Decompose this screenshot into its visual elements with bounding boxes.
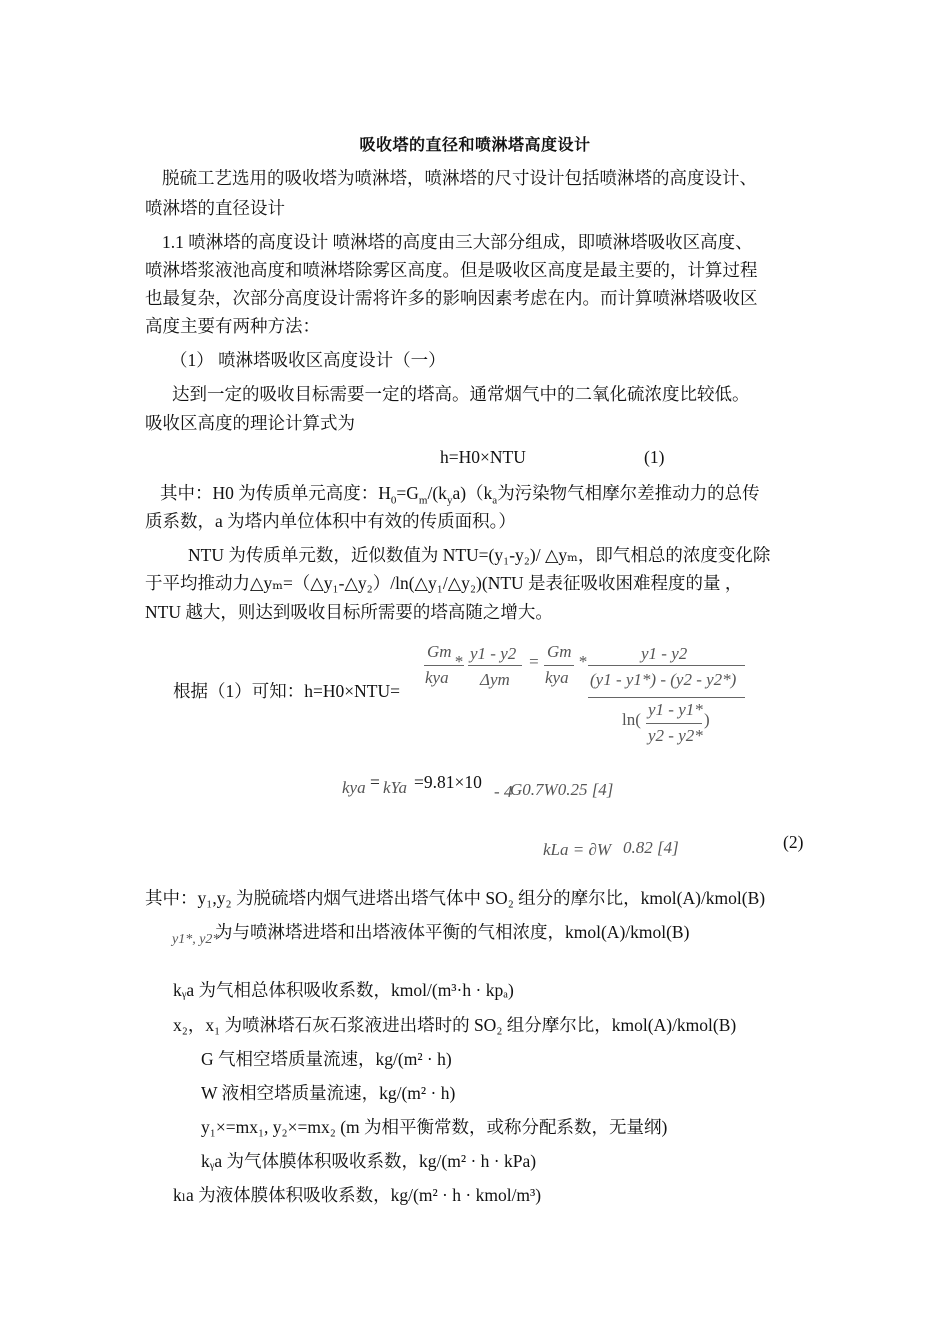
eq2-ln: ln( [622,710,641,729]
eq2-gm: Gm [427,642,452,661]
eq3-equals: = [370,772,380,792]
paragraph-target-line-2: 吸收区高度的理论计算式为 [145,413,355,433]
paragraph-height-line-4: 高度主要有两种方法： [145,316,320,336]
paragraph-height-line-1: 1.1 喷淋塔的高度设计 喷淋塔的高度由三大部分组成，即喷淋塔吸收区高度、 [162,232,753,252]
definition-y1-y2: 其中：y₁,y₂ 为脱硫塔内烟气进塔出塔气体中 SO₂ 组分的摩尔比，kmol(A)/kmol(B) [145,888,766,908]
eq3-value: =9.81×10 [414,772,482,792]
eq2-equals: = [528,652,540,671]
eq2-denominator: (y1 - y1*) - (y2 - y2*) [590,670,737,689]
definition-kya-total: kᵧa 为气相总体积吸收系数，kmol/(m³·h · kpₐ) [173,980,514,1000]
paragraph-h0-line-1: 其中：H0 为传质单元高度：$H_0=G_m/(k_ya)(k_a$为污染物气相摩尔差推动力的总传 [160,483,760,507]
definition-y-star-symbol: y1*, y2* [172,932,220,947]
eq2-kya-2: kya [545,668,569,687]
section-heading-1: （1） 喷淋塔吸收区高度设计（一） [170,350,446,370]
eq2-y1-y2: y1 - y2 [470,644,517,663]
paragraph-ntu-line-1: NTU 为传质单元数，近似数值为 NTU=(y₁-y₂)/ △yₘ，即气相总的浓度变化除 [188,545,771,565]
eq2-numerator: y1 - y2 [641,644,688,663]
definition-y-star: 为与喷淋塔进塔和出塔液体平衡的气相浓度，kmol(A)/kmol(B) [215,922,690,942]
equation-1-number: (1) [644,447,665,467]
equation-4-number: (2) [783,832,804,852]
eq2-star-2: * [578,652,587,671]
paragraph-ntu-line-3: NTU 越大，则达到吸收目标所需要的塔高随之增大。 [145,602,553,622]
paragraph-ntu-line-2: 于平均推动力△yₘ=（△y₁-△y₂）/ln(△y₁/△y₂)(NTU 是表征吸收困难程度的量 ， [145,573,743,593]
equation-1: h=H0×NTU [440,447,526,467]
eq2-kya: kya [425,668,449,687]
eq4-formula: kLa = ∂W [543,840,612,859]
eq3-kYa: kYa [383,778,407,797]
eq2-star-1: * [454,652,463,671]
definition-g: G 气相空塔质量流速，kg/(m² · h) [201,1049,452,1069]
eq2-gm-2: Gm [547,642,572,661]
eq2-fraction-bar-6 [646,723,702,724]
eq3-exponent: - 4 [494,782,513,801]
eq2-fraction-bar-4 [588,665,745,666]
definition-x1-x2: x₂，x₁ 为喷淋塔石灰石浆液进出塔时的 SO₂ 组分摩尔比，kmol(A)/kmol(B) [173,1015,737,1035]
eq2-fraction-bar-5 [588,697,745,698]
paragraph-target-line-1: 达到一定的吸收目标需要一定的塔高。通常烟气中的二氧化硫浓度比较低。 [172,384,750,404]
eq4-exponent: 0.82 [4] [623,838,679,857]
paragraph-height-line-3: 也最复杂，次部分高度设计需将许多的影响因素考虑在内。而计算喷淋塔吸收区 [145,288,758,308]
document-title: 吸收塔的直径和喷淋塔高度设计 [359,135,591,154]
definition-w: W 液相空塔质量流速，kg/(m² · h) [201,1083,456,1103]
eq2-fraction-bar-3 [544,665,574,666]
definition-equilibrium: y₁×=mx₁, y₂×=mx₂ (m 为相平衡常数，或称分配系数，无量纲) [201,1117,668,1137]
paragraph-intro-line-2: 喷淋塔的直径设计 [145,198,285,218]
eq3-kya: kya [342,778,366,797]
paragraph-height-line-2: 喷淋塔浆液池高度和喷淋塔除雾区高度。但是吸收区高度是最主要的，计算过程 [145,260,758,280]
definition-kya-gas-film: kᵧa 为气体膜体积吸收系数，kg/(m² · h · kPa) [201,1151,537,1171]
definition-kla: kₗa 为液体膜体积吸收系数，kg/(m² · h · kmol/m³) [173,1185,542,1205]
eq2-delta-ym: Δym [480,670,510,689]
eq2-fraction-bar-2 [468,665,522,666]
paragraph-intro-line-1: 脱硫工艺选用的吸收塔为喷淋塔，喷淋塔的尺寸设计包括喷淋塔的高度设计、 [162,168,757,188]
equation-2-prefix: 根据（1）可知：h=H0×NTU= [173,681,400,701]
eq2-ln-numerator: y1 - y1* [648,700,703,719]
paragraph-h0-line-2: 质系数，a 为塔内单位体积中有效的传质面积。） [145,511,516,531]
eq2-ln-denominator: y2 - y2* [648,726,703,745]
eq3-rest: G0.7W0.25 [4] [510,780,614,799]
eq2-ln-close: ) [704,710,710,729]
